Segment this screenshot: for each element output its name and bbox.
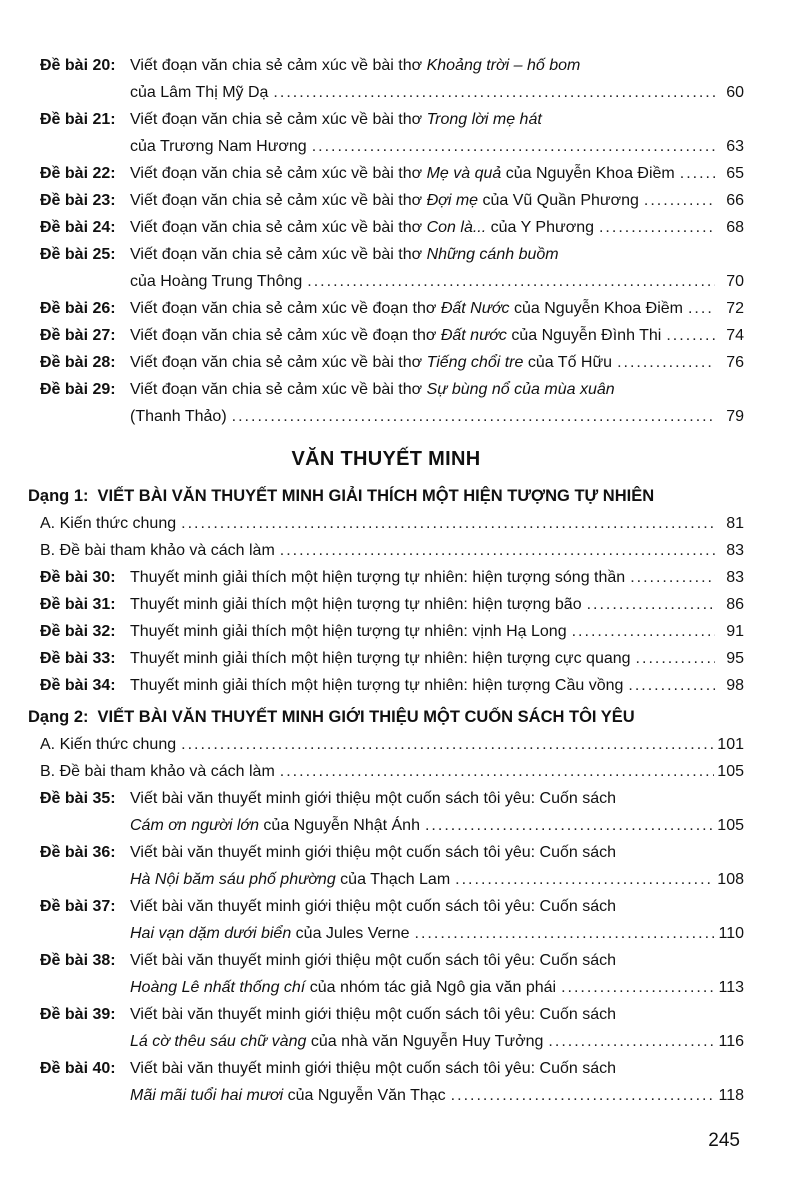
dot-leader: [666, 322, 715, 349]
entry-page: 101: [717, 736, 744, 753]
dot-leader: [280, 758, 715, 785]
dot-leader: [688, 295, 715, 322]
toc-row: [40, 1001, 744, 1028]
entry-page: 108: [717, 871, 744, 888]
entry-text-segment: Viết bài văn thuyết minh giới thiệu một cuốn sách tôi yêu: Cuốn sách: [130, 952, 617, 969]
entry-text-segment: Thuyết minh giải thích một hiện tượng tự nhiên: hiện tượng bão: [130, 596, 582, 613]
entry-page: 105: [717, 817, 744, 834]
entry-text: [130, 839, 616, 866]
toc-row: [40, 618, 744, 645]
entry-text-segment: của nhóm tác giả Ngô gia văn phái: [305, 979, 557, 996]
entry-page: 86: [726, 596, 744, 613]
entry-label: Đề bài 28:: [40, 354, 116, 371]
toc-row: [40, 295, 744, 322]
entry-title: Hoàng Lê nhất thống chí: [130, 979, 306, 996]
toc-row: [40, 187, 744, 214]
entry-text-segment: của Tố Hữu: [523, 354, 613, 371]
entry-label: Đề bài 24:: [40, 219, 116, 236]
entry-text: [130, 618, 567, 645]
toc-row: [40, 510, 744, 537]
dot-leader: [232, 403, 715, 430]
dot-leader: [415, 920, 715, 947]
dot-leader: [630, 564, 715, 591]
toc-row: [40, 920, 744, 947]
toc-row: [40, 349, 744, 376]
entry-text: [130, 974, 556, 1001]
dot-leader: [680, 160, 715, 187]
entry-text-segment: của Nguyễn Khoa Điềm: [501, 165, 675, 182]
entry-title: Đất Nước: [440, 300, 510, 317]
toc-row: [40, 79, 744, 106]
entry-text-segment: Viết đoạn văn chia sẻ cảm xúc về đoạn thơ: [130, 300, 441, 317]
entry-text-segment: của Hoàng Trung Thông: [130, 273, 303, 290]
toc-row: [40, 376, 744, 403]
entry-title: Mẹ và quả: [426, 165, 502, 182]
entry-text-segment: Viết đoạn văn chia sẻ cảm xúc về bài thơ: [130, 57, 427, 74]
entry-text: [130, 79, 268, 106]
toc-row: [40, 160, 744, 187]
toc-row: [40, 1055, 744, 1082]
entry-label: Đề bài 22:: [40, 165, 116, 182]
dot-leader: [561, 974, 715, 1001]
entry-text-segment: của Nguyễn Khoa Điềm: [509, 300, 683, 317]
entry-page: 83: [726, 569, 744, 586]
toc-row: [40, 758, 744, 785]
entry-page: 72: [726, 300, 744, 317]
toc-row: [40, 645, 744, 672]
entry-label: Đề bài 21:: [40, 111, 116, 128]
entry-text-segment: của Nguyễn Văn Thạc: [283, 1087, 446, 1104]
entry-text-segment: Viết đoạn văn chia sẻ cảm xúc về bài thơ: [130, 111, 427, 128]
entry-label: Đề bài 25:: [40, 246, 116, 263]
toc-row: [40, 106, 744, 133]
entry-title: Hai vạn dặm dưới biển: [130, 925, 292, 942]
toc-row: [40, 537, 744, 564]
entry-text: [130, 349, 612, 376]
subsection-title: VIẾT BÀI VĂN THUYẾT MINH GIẢI THÍCH MỘT HIỆN TƯỢNG TỰ NHIÊN: [97, 487, 655, 505]
entry-text: [40, 537, 275, 564]
entry-page: 105: [717, 763, 744, 780]
toc-row: [40, 1082, 744, 1109]
entry-text: [130, 591, 582, 618]
dot-leader: [181, 510, 715, 537]
entry-text: [130, 1082, 446, 1109]
entry-text-segment: của Trương Nam Hương: [130, 138, 307, 155]
entry-text-segment: B. Đề bài tham khảo và cách làm: [40, 763, 275, 780]
entry-label: Đề bài 36:: [40, 844, 116, 861]
entry-text-segment: Viết đoạn văn chia sẻ cảm xúc về bài thơ: [130, 246, 427, 263]
entry-label: Đề bài 30:: [40, 569, 116, 586]
entry-text-segment: A. Kiến thức chung: [40, 515, 177, 532]
entry-text: [40, 731, 176, 758]
toc-row: [40, 133, 744, 160]
entry-label: Đề bài 34:: [40, 677, 116, 694]
entry-title: Sự bùng nổ của mùa xuân: [426, 381, 615, 398]
entry-text: [130, 947, 616, 974]
entry-text: [130, 403, 227, 430]
entry-text-segment: Viết đoạn văn chia sẻ cảm xúc về bài thơ: [130, 381, 427, 398]
entry-text: [130, 893, 616, 920]
toc-row: [40, 893, 744, 920]
entry-title: Hà Nội băm sáu phố phường: [130, 871, 336, 888]
entry-label: Đề bài 33:: [40, 650, 116, 667]
dot-leader: [273, 79, 715, 106]
entry-text: [130, 866, 450, 893]
entry-title: Đợi mẹ: [426, 192, 479, 209]
dot-leader: [455, 866, 714, 893]
toc-row: [40, 403, 744, 430]
entry-text-segment: Viết bài văn thuyết minh giới thiệu một cuốn sách tôi yêu: Cuốn sách: [130, 844, 617, 861]
entry-text-segment: của Nguyễn Nhật Ánh: [258, 817, 420, 834]
entry-label: Đề bài 20:: [40, 57, 116, 74]
entry-page: 83: [726, 542, 744, 559]
entry-page: 76: [726, 354, 744, 371]
entry-text: [130, 645, 631, 672]
entry-text-segment: Viết đoạn văn chia sẻ cảm xúc về bài thơ: [130, 354, 427, 371]
entry-label: Đề bài 35:: [40, 790, 116, 807]
page-number: 245: [708, 1130, 740, 1151]
entry-text-segment: Thuyết minh giải thích một hiện tượng tự nhiên: vịnh Hạ Long: [130, 623, 567, 640]
toc-row: [40, 731, 744, 758]
entry-page: 110: [718, 925, 744, 942]
toc-row: [40, 974, 744, 1001]
entry-text: [130, 187, 639, 214]
entry-text: [130, 295, 683, 322]
entry-text-segment: Thuyết minh giải thích một hiện tượng tự nhiên: hiện tượng sóng thần: [130, 569, 626, 586]
entry-text-segment: Viết bài văn thuyết minh giới thiệu một cuốn sách tôi yêu: Cuốn sách: [130, 898, 617, 915]
entry-label: Đề bài 27:: [40, 327, 116, 344]
entry-page: 91: [726, 623, 744, 640]
entry-page: 98: [726, 677, 744, 694]
entry-text-segment: Viết bài văn thuyết minh giới thiệu một cuốn sách tôi yêu: Cuốn sách: [130, 1060, 617, 1077]
entry-title: Trong lời mẹ hát: [426, 111, 542, 128]
entry-text-segment: Viết bài văn thuyết minh giới thiệu một cuốn sách tôi yêu: Cuốn sách: [130, 790, 617, 807]
entry-label: Đề bài 40:: [40, 1060, 116, 1077]
entry-page: 63: [726, 138, 744, 155]
entry-text-segment: Viết đoạn văn chia sẻ cảm xúc về bài thơ: [130, 219, 427, 236]
entry-title: Tiếng chổi tre: [426, 354, 524, 371]
entry-text-segment: Viết bài văn thuyết minh giới thiệu một cuốn sách tôi yêu: Cuốn sách: [130, 1006, 617, 1023]
entry-title: Con là...: [426, 219, 487, 236]
dot-leader: [312, 133, 715, 160]
toc-row: [40, 812, 744, 839]
subsection-label: Dạng 2:: [28, 708, 89, 726]
entry-text: [130, 214, 594, 241]
entry-title: Lá cờ thêu sáu chữ vàng: [130, 1033, 307, 1050]
entry-text-segment: Viết đoạn văn chia sẻ cảm xúc về bài thơ: [130, 192, 427, 209]
dot-leader: [548, 1028, 715, 1055]
dot-leader: [425, 812, 714, 839]
toc-row: [40, 564, 744, 591]
entry-text: [130, 376, 615, 403]
entry-label: Đề bài 38:: [40, 952, 116, 969]
subsection-header: [28, 703, 744, 731]
entry-label: Đề bài 37:: [40, 898, 116, 915]
entry-text-segment: Viết đoạn văn chia sẻ cảm xúc về bài thơ: [130, 165, 427, 182]
entry-page: 79: [726, 408, 744, 425]
entry-text-segment: của Y Phương: [486, 219, 594, 236]
entry-page: 60: [726, 84, 744, 101]
subsection-title: VIẾT BÀI VĂN THUYẾT MINH GIỚI THIỆU MỘT CUỐN SÁCH TÔI YÊU: [97, 708, 635, 726]
entry-text: [130, 920, 410, 947]
entry-text: [130, 785, 616, 812]
entry-text-segment: Thuyết minh giải thích một hiện tượng tự nhiên: hiện tượng cực quang: [130, 650, 631, 667]
entry-label: Đề bài 23:: [40, 192, 116, 209]
entry-label: Đề bài 39:: [40, 1006, 116, 1023]
toc-row: [40, 52, 744, 79]
entry-text: [40, 510, 176, 537]
entry-page: 95: [726, 650, 744, 667]
dot-leader: [280, 537, 715, 564]
toc-list: [28, 52, 744, 1109]
entry-text: [130, 564, 625, 591]
dot-leader: [636, 645, 715, 672]
dot-leader: [307, 268, 715, 295]
entry-page: 81: [726, 515, 744, 532]
entry-text: [130, 1028, 543, 1055]
entry-page: 74: [726, 327, 744, 344]
entry-text-segment: của Lâm Thị Mỹ Dạ: [130, 84, 269, 101]
subsection-label: Dạng 1:: [28, 487, 89, 505]
dot-leader: [587, 591, 715, 618]
entry-text: [130, 1001, 616, 1028]
entry-page: 65: [726, 165, 744, 182]
entry-page: 118: [718, 1087, 744, 1104]
entry-text: [130, 106, 542, 133]
entry-text: [130, 160, 675, 187]
dot-leader: [599, 214, 715, 241]
toc-row: [40, 785, 744, 812]
entry-text: [130, 672, 623, 699]
entry-label: Đề bài 31:: [40, 596, 116, 613]
entry-title: Đất nước: [440, 327, 507, 344]
entry-text: [130, 133, 307, 160]
entry-text: [40, 758, 275, 785]
dot-leader: [181, 731, 714, 758]
entry-title: Những cánh buồm: [426, 246, 559, 263]
dot-leader: [644, 187, 715, 214]
entry-text-segment: của Nguyễn Đình Thi: [506, 327, 662, 344]
toc-row: [40, 322, 744, 349]
toc-row: [40, 947, 744, 974]
toc-row: [40, 268, 744, 295]
toc-row: [40, 214, 744, 241]
entry-page: 113: [718, 979, 744, 996]
dot-leader: [628, 672, 715, 699]
dot-leader: [451, 1082, 715, 1109]
entry-title: Khoảng trời – hố bom: [426, 57, 581, 74]
entry-page: 66: [726, 192, 744, 209]
entry-text: [130, 52, 580, 79]
entry-text-segment: của nhà văn Nguyễn Huy Tưởng: [306, 1033, 544, 1050]
entry-text-segment: A. Kiến thức chung: [40, 736, 177, 753]
entry-text-segment: Viết đoạn văn chia sẻ cảm xúc về đoạn thơ: [130, 327, 441, 344]
entry-title: Mãi mãi tuổi hai mươi: [130, 1087, 284, 1104]
entry-text-segment: của Vũ Quần Phương: [478, 192, 639, 209]
entry-text: [130, 268, 302, 295]
entry-text-segment: (Thanh Thảo): [130, 408, 227, 425]
subsection-header: [28, 482, 744, 510]
toc-row: [40, 839, 744, 866]
entry-text: [130, 322, 661, 349]
entry-page: 70: [726, 273, 744, 290]
entry-page: 116: [718, 1033, 744, 1050]
entry-label: Đề bài 26:: [40, 300, 116, 317]
section-title: VĂN THUYẾT MINH: [291, 448, 481, 470]
entry-text-segment: của Thạch Lam: [335, 871, 451, 888]
entry-text: [130, 812, 420, 839]
toc-row: [40, 591, 744, 618]
entry-text-segment: Thuyết minh giải thích một hiện tượng tự nhiên: hiện tượng Cầu vồng: [130, 677, 624, 694]
toc-row: [40, 866, 744, 893]
entry-title: Cám ơn người lớn: [130, 817, 259, 834]
entry-text: [130, 1055, 616, 1082]
entry-text-segment: của Jules Verne: [291, 925, 410, 942]
entry-text: [130, 241, 559, 268]
dot-leader: [617, 349, 715, 376]
toc-row: [40, 1028, 744, 1055]
toc-row: [40, 672, 744, 699]
toc-row: [40, 241, 744, 268]
entry-label: Đề bài 29:: [40, 381, 116, 398]
entry-page: 68: [726, 219, 744, 236]
dot-leader: [572, 618, 715, 645]
entry-text-segment: B. Đề bài tham khảo và cách làm: [40, 542, 275, 559]
entry-label: Đề bài 32:: [40, 623, 116, 640]
